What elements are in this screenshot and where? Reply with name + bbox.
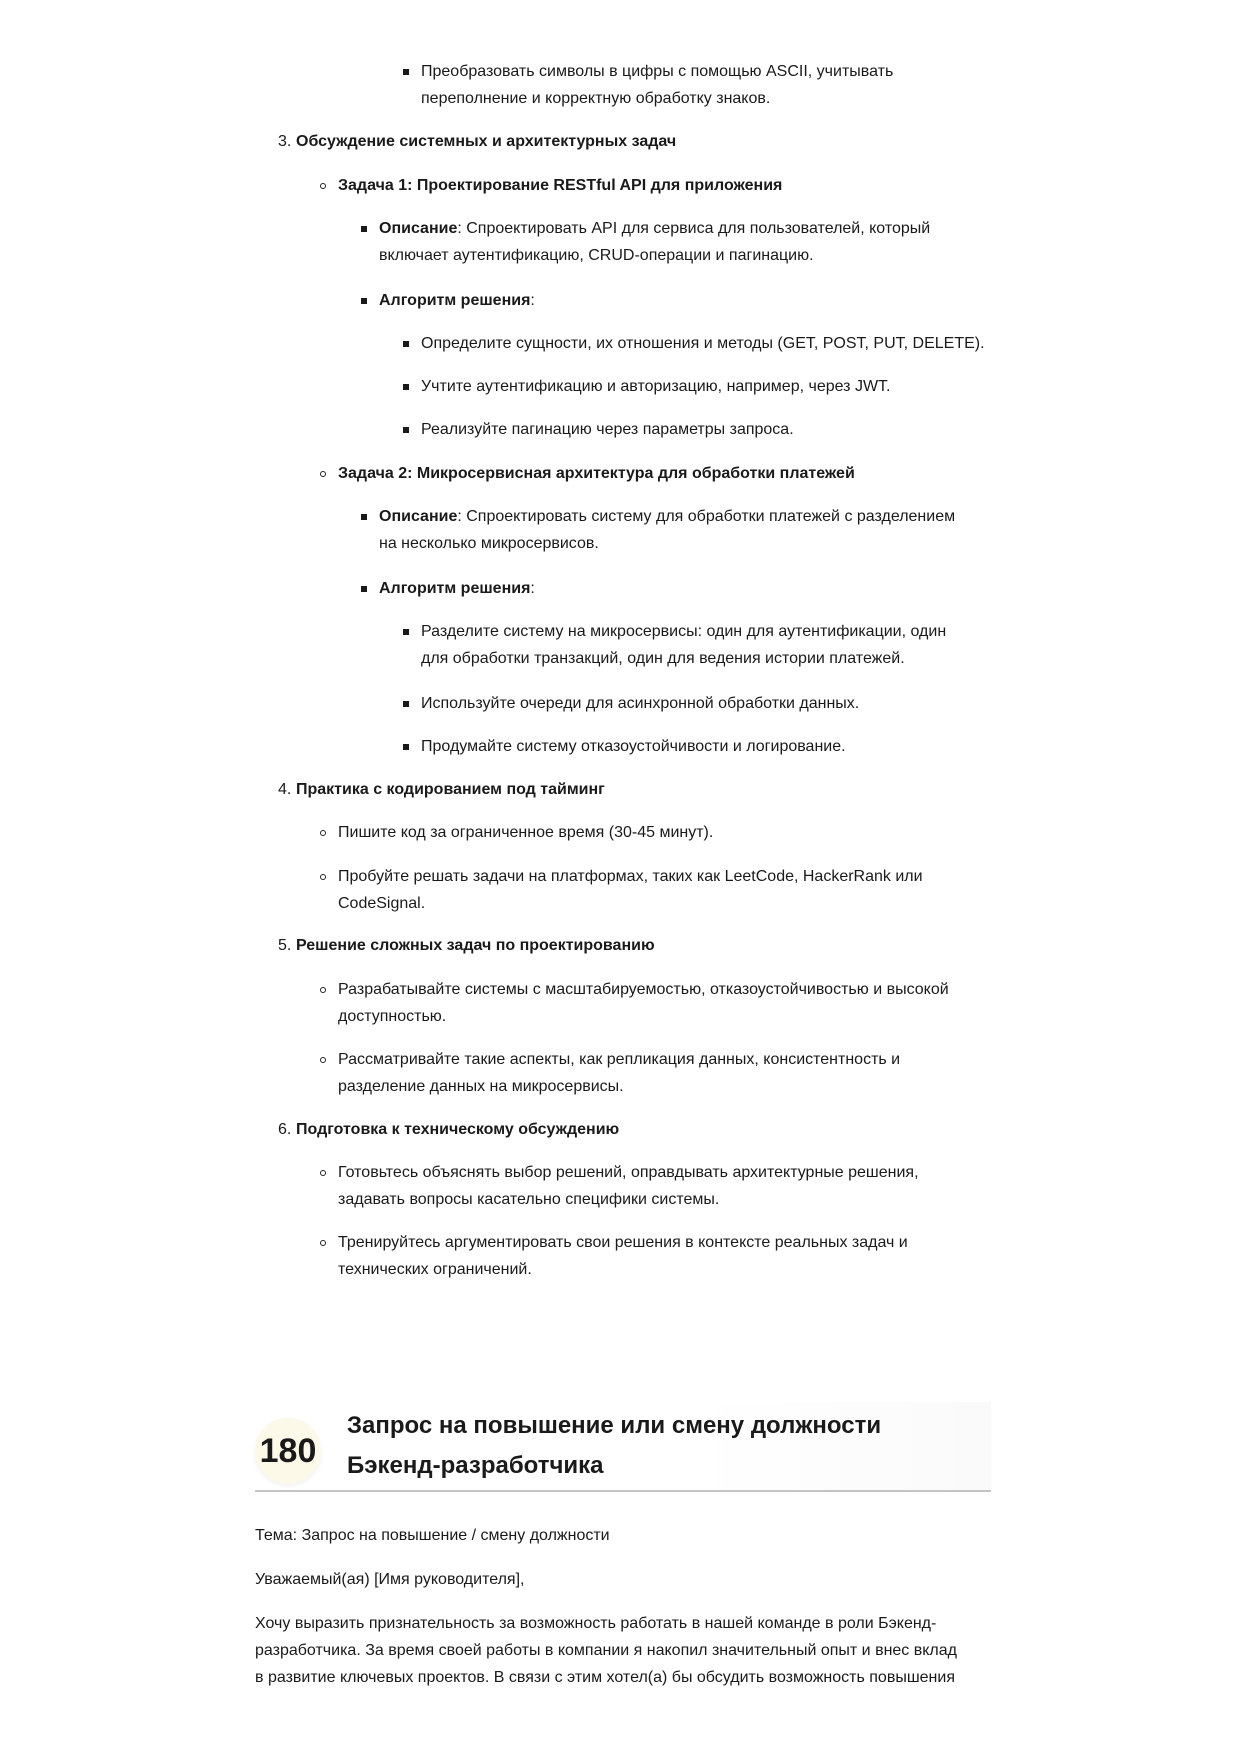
step-text: Продумайте систему отказоустойчивости и логирование. bbox=[421, 738, 846, 755]
chapter-title-cont: Бэкенд-разработчика bbox=[347, 1452, 604, 1479]
description-label: Описание bbox=[379, 508, 458, 525]
chapter-title: Запрос на повышение или смену должности bbox=[347, 1412, 882, 1439]
section-title: Практика с кодированием под тайминг bbox=[296, 781, 605, 798]
letter-greeting: Уважаемый(ая) [Имя руководителя], bbox=[255, 1571, 525, 1588]
task-description bbox=[379, 219, 930, 239]
letter-body: разработчика. За время своей работы в компании я накопил значительный опыт и внес вклад bbox=[255, 1642, 957, 1659]
bullet-square-icon bbox=[403, 69, 409, 75]
list-item-text: Пишите код за ограниченное время (30-45 минут). bbox=[338, 824, 714, 841]
algorithm-label: Алгоритм решения bbox=[379, 580, 531, 597]
task-description bbox=[379, 507, 955, 527]
bullet-circle-icon bbox=[320, 1170, 326, 1176]
bullet-square-icon bbox=[361, 298, 367, 304]
section-number: 6. bbox=[278, 1121, 292, 1138]
letter-body: в развитие ключевых проектов. В связи с этим хотел(а) бы обсудить возможность повышения bbox=[255, 1669, 955, 1686]
bullet-square-icon bbox=[403, 427, 409, 433]
list-item-text-cont: разделение данных на микросервисы. bbox=[338, 1078, 624, 1095]
list-item-text-cont: технических ограничений. bbox=[338, 1261, 532, 1278]
list-item-text: Рассматривайте такие аспекты, как репликация данных, консистентность и bbox=[338, 1051, 901, 1068]
algorithm-label: Алгоритм решения bbox=[379, 292, 531, 309]
section-title: Решение сложных задач по проектированию bbox=[296, 937, 655, 954]
section-title: Подготовка к техническому обсуждению bbox=[296, 1121, 620, 1138]
task-description-cont: включает аутентификацию, CRUD-операции и пагинацию. bbox=[379, 247, 814, 264]
step-text: Разделите систему на микросервисы: один для аутентификации, один bbox=[421, 623, 947, 640]
bullet-square-icon bbox=[403, 384, 409, 390]
bullet-circle-icon bbox=[320, 1057, 326, 1063]
task-title: Задача 2: Микросервисная архитектура для обработки платежей bbox=[338, 465, 855, 482]
bullet-square-icon bbox=[403, 744, 409, 750]
list-item-text: переполнение и корректную обработку знаков. bbox=[421, 90, 771, 107]
description-text: : Спроектировать систему для обработки платежей с разделением bbox=[457, 508, 956, 525]
chapter-number-badge: 180 bbox=[255, 1418, 321, 1484]
list-item-text: Пробуйте решать задачи на платформах, таких как LeetCode, HackerRank или bbox=[338, 868, 923, 885]
step-text: Учтите аутентификацию и авторизацию, например, через JWT. bbox=[421, 378, 891, 395]
bullet-square-icon bbox=[361, 226, 367, 232]
bullet-square-icon bbox=[403, 341, 409, 347]
bullet-circle-icon bbox=[320, 874, 326, 880]
section-number: 5. bbox=[278, 937, 292, 954]
algorithm-heading bbox=[379, 579, 535, 599]
bullet-circle-icon bbox=[320, 1240, 326, 1246]
section-title: Обсуждение системных и архитектурных задач bbox=[296, 133, 677, 150]
algorithm-heading bbox=[379, 291, 535, 311]
letter-subject: Тема: Запрос на повышение / смену должности bbox=[255, 1527, 610, 1544]
list-item-text: Преобразовать символы в цифры с помощью ASCII, учитывать bbox=[421, 63, 894, 80]
list-item-text-cont: доступностью. bbox=[338, 1008, 447, 1025]
bullet-square-icon bbox=[403, 629, 409, 635]
section-number: 3. bbox=[278, 133, 292, 150]
step-text: Определите сущности, их отношения и методы (GET, POST, PUT, DELETE). bbox=[421, 335, 985, 352]
description-text: : Спроектировать API для сервиса для пользователей, который bbox=[457, 220, 931, 237]
list-item-text-cont: задавать вопросы касательно специфики системы. bbox=[338, 1191, 720, 1208]
bullet-square-icon bbox=[361, 586, 367, 592]
bullet-square-icon bbox=[403, 701, 409, 707]
bullet-square-icon bbox=[361, 514, 367, 520]
heading-divider bbox=[255, 1490, 991, 1492]
task-description-cont: на несколько микросервисов. bbox=[379, 535, 599, 552]
step-text: Реализуйте пагинацию через параметры запроса. bbox=[421, 421, 794, 438]
letter-body: Хочу выразить признательность за возможность работать в нашей команде в роли Бэкенд- bbox=[255, 1615, 937, 1632]
task-title: Задача 1: Проектирование RESTful API для приложения bbox=[338, 177, 783, 194]
step-text: Используйте очереди для асинхронной обработки данных. bbox=[421, 695, 860, 712]
list-item-text: Разрабатывайте системы с масштабируемостью, отказоустойчивостью и высокой bbox=[338, 981, 949, 998]
description-label: Описание bbox=[379, 220, 458, 237]
algorithm-colon: : bbox=[530, 292, 535, 309]
list-item-text: Тренируйтесь аргументировать свои решения в контексте реальных задач и bbox=[338, 1234, 908, 1251]
bullet-circle-icon bbox=[320, 471, 326, 477]
bullet-circle-icon bbox=[320, 987, 326, 993]
section-number: 4. bbox=[278, 781, 292, 798]
algorithm-colon: : bbox=[530, 580, 535, 597]
list-item-text-cont: CodeSignal. bbox=[338, 895, 426, 912]
bullet-circle-icon bbox=[320, 183, 326, 189]
step-text-cont: для обработки транзакций, один для ведения истории платежей. bbox=[421, 650, 905, 667]
bullet-circle-icon bbox=[320, 830, 326, 836]
list-item-text: Готовьтесь объяснять выбор решений, оправдывать архитектурные решения, bbox=[338, 1164, 919, 1181]
